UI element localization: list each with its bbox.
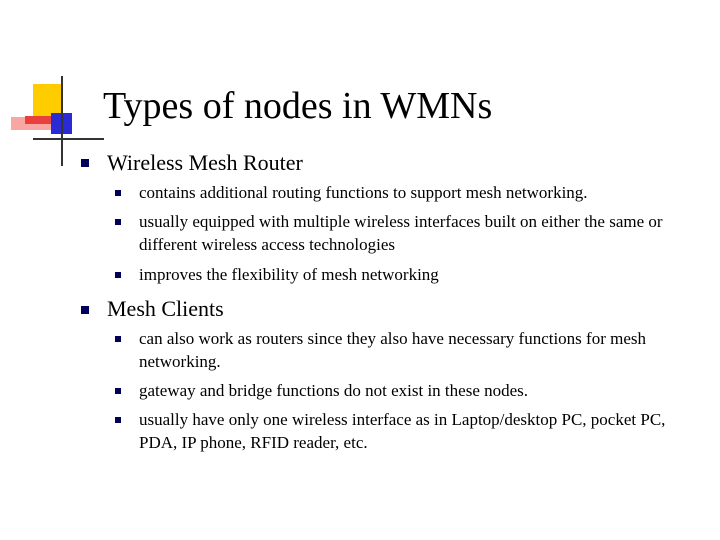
bullet-icon <box>115 272 121 278</box>
decoration-vertical-line <box>61 76 63 166</box>
bullet-icon <box>115 336 121 342</box>
bullet-icon <box>115 190 121 196</box>
bullet-icon <box>115 417 121 423</box>
bullet-icon <box>81 306 89 314</box>
decoration-horizontal-line <box>33 138 104 140</box>
slide-title: Types of nodes in WMNs <box>103 85 493 127</box>
bullet-icon <box>115 219 121 225</box>
list-item: usually have only one wireless interface as in Laptop/desktop PC, pocket PC, PDA, IP phone, RFID reader, etc. <box>139 410 666 452</box>
section-heading: Wireless Mesh Router <box>107 150 303 175</box>
list-item: can also work as routers since they also have necessary functions for mesh networking. <box>139 329 647 371</box>
list-item: contains additional routing functions to support mesh networking. <box>139 183 588 202</box>
bullet-icon <box>115 388 121 394</box>
list-item: improves the flexibility of mesh networking <box>139 265 439 284</box>
section-heading: Mesh Clients <box>107 296 224 321</box>
bullet-icon <box>81 159 89 167</box>
list-item: usually equipped with multiple wireless interfaces built on either the same or different wireless access technologies <box>139 212 663 254</box>
list-item: gateway and bridge functions do not exist in these nodes. <box>139 381 529 400</box>
